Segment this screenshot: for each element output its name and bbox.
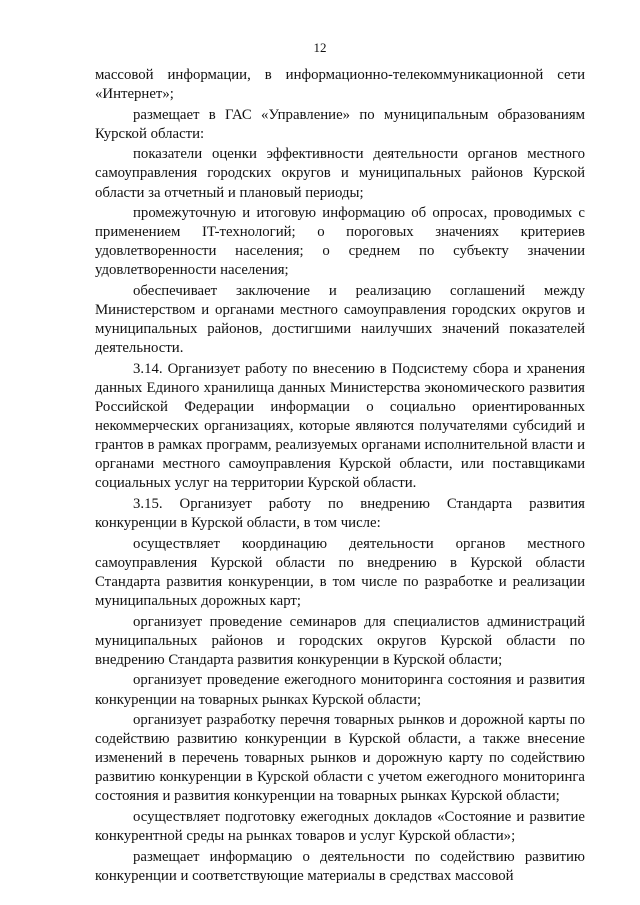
paragraph-section-3-15: 3.15. Организует работу по внедрению Стандарта развития конкуренции в Курской области, в том числе: — [95, 496, 585, 532]
paragraph: осуществляет координацию деятельности органов местного самоуправления Курской области по внедрению в Курской области Стандарта развития конкуренции, в том числе по разработке и реализации муниципальных дорожных карт; — [95, 535, 585, 610]
paragraph: обеспечивает заключение и реализацию соглашений между Министерством и органами местного самоуправления городских округов и муниципальных районов, достигшими наилучших значений показателей деятельности. — [95, 283, 585, 357]
paragraph: организует проведение семинаров для специалистов администраций муниципальных районов и городских округов Курской области по внедрению Стандарта развития конкуренции в Курской области; — [95, 613, 585, 668]
paragraph: размещает в ГАС «Управление» по муниципальным образованиям Курской области: — [95, 106, 585, 142]
paragraph: организует разработку перечня товарных рынков и дорожной карты по содействию развитию конкуренции в Курской области, а также внесение изменений в перечень товарных рынков и дорожную карту по содействию развитию конкуренции в Курской области с учетом ежегодного мониторинга состояния и развития конкуренции на товарных рынках Курской области; — [95, 712, 585, 805]
paragraph: организует проведение ежегодного мониторинга состояния и развития конкуренции на товарных рынках Курской области; — [95, 672, 585, 708]
paragraph-section-3-14: 3.14. Организует работу по внесению в Подсистему сбора и хранения данных Единого хранилища данных Министерства экономического развития Российской Федерации информации о социально ориентированных некоммерческих организациях, которые являются получателями субсидий и грантов в рамках программ, реализуемых органами исполнительной власти и органами местного самоуправления Курской области, или поставщиками социальных услуг на территории Курской области. — [95, 360, 585, 492]
paragraph: массовой информации, в информационно-телекоммуникационной сети «Интернет»; — [95, 67, 585, 103]
paragraph: промежуточную и итоговую информацию об опросах, проводимых с применением IT-технологий; о пороговых значениях критериев удовлетворенности населения; о среднем по субъекту значении удовлетворенности населения; — [95, 205, 585, 279]
paragraph: осуществляет подготовку ежегодных докладов «Состояние и развитие конкурентной среды на рынках товаров и услуг Курской области»; — [95, 809, 585, 845]
page-number: 12 — [313, 40, 327, 55]
paragraph: показатели оценки эффективности деятельности органов местного самоуправления городских округов и муниципальных районов Курской области за отчетный и плановый периоды; — [95, 146, 585, 201]
paragraph: размещает информацию о деятельности по содействию развитию конкуренции и соответствующие материалы в средствах массовой — [95, 848, 585, 884]
document-body — [95, 66, 585, 887]
